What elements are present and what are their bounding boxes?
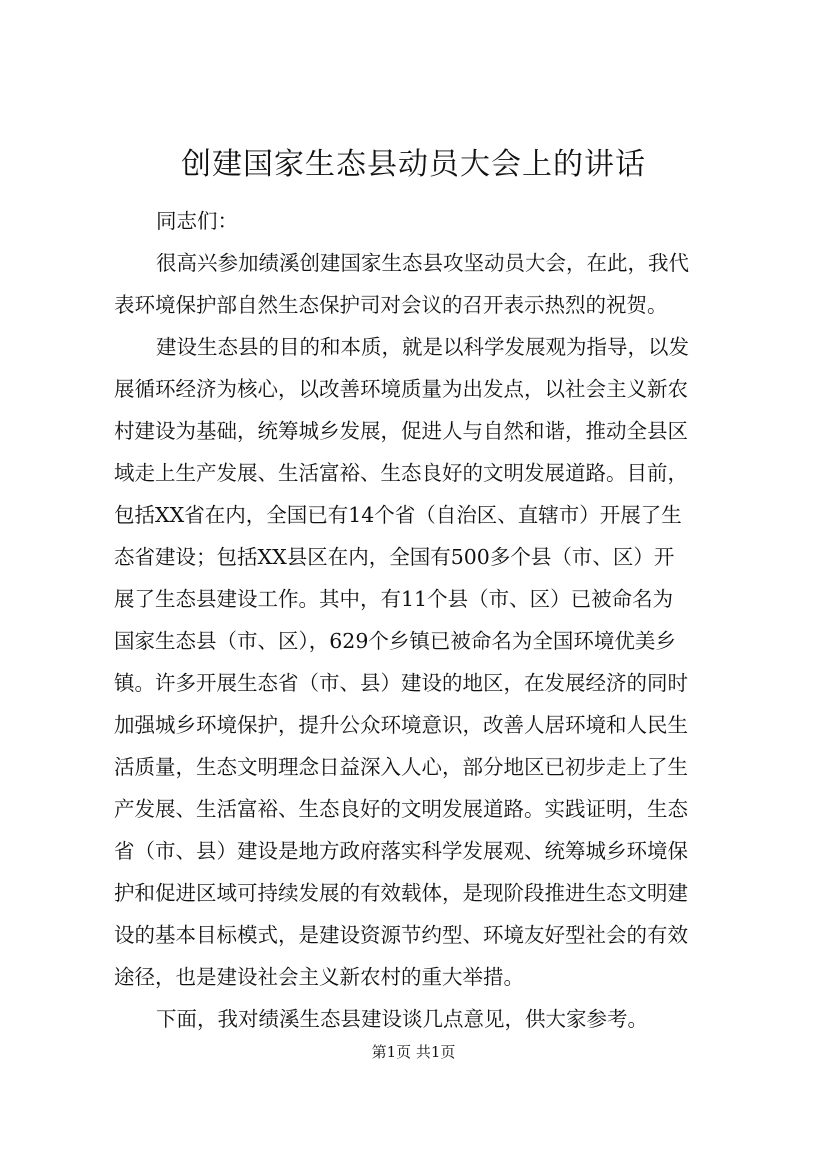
paragraph-line: 展了生态县建设工作。其中，有11个县（市、区）已被命名为 [114, 587, 674, 611]
paragraph-line: 下面，我对绩溪生态县建设谈几点意见，供大家参考。 [156, 1007, 648, 1031]
paragraph-line: 产发展、生活富裕、生态良好的文明发展道路。实践证明，生态 [114, 797, 688, 821]
paragraph-line: 很高兴参加绩溪创建国家生态县攻坚动员大会，在此，我代 [156, 251, 689, 275]
paragraph-line: 活质量，生态文明理念日益深入人心，部分地区已初步走上了生 [114, 755, 688, 779]
paragraph-line: 途径，也是建设社会主义新农村的重大举措。 [114, 965, 524, 989]
page-footer: 第1页 共1页 [371, 1043, 456, 1061]
document-title: 创建国家生态县动员大会上的讲话 [181, 147, 646, 182]
paragraph-line: 展循环经济为核心，以改善环境质量为出发点，以社会主义新农 [114, 377, 688, 401]
salutation-line: 同志们： [156, 209, 238, 233]
paragraph-line: 包括XX省在内，全国已有14个省（自治区、直辖市）开展了生 [114, 503, 682, 527]
paragraph-line: 域走上生产发展、生活富裕、生态良好的文明发展道路。目前， [114, 461, 688, 485]
paragraph-line: 护和促进区域可持续发展的有效载体，是现阶段推进生态文明建 [114, 881, 688, 905]
paragraph-line: 加强城乡环境保护，提升公众环境意识，改善人居环境和人民生 [114, 713, 688, 737]
paragraph-line: 建设生态县的目的和本质，就是以科学发展观为指导，以发 [156, 335, 689, 359]
paragraph-line: 国家生态县（市、区），629个乡镇已被命名为全国环境优美乡 [114, 629, 676, 653]
paragraph-line: 态省建设；包括XX县区在内，全国有500多个县（市、区）开 [114, 545, 675, 569]
document-body [114, 200, 714, 1040]
paragraph-line: 设的基本目标模式，是建设资源节约型、环境友好型社会的有效 [114, 923, 688, 947]
paragraph-line: 村建设为基础，统筹城乡发展，促进人与自然和谐，推动全县区 [114, 419, 688, 443]
paragraph-line: 省（市、县）建设是地方政府落实科学发展观、统筹城乡环境保 [114, 839, 688, 863]
paragraph-line: 表环境保护部自然生态保护司对会议的召开表示热烈的祝贺。 [114, 293, 668, 317]
paragraph-line: 镇。许多开展生态省（市、县）建设的地区，在发展经济的同时 [114, 671, 688, 695]
